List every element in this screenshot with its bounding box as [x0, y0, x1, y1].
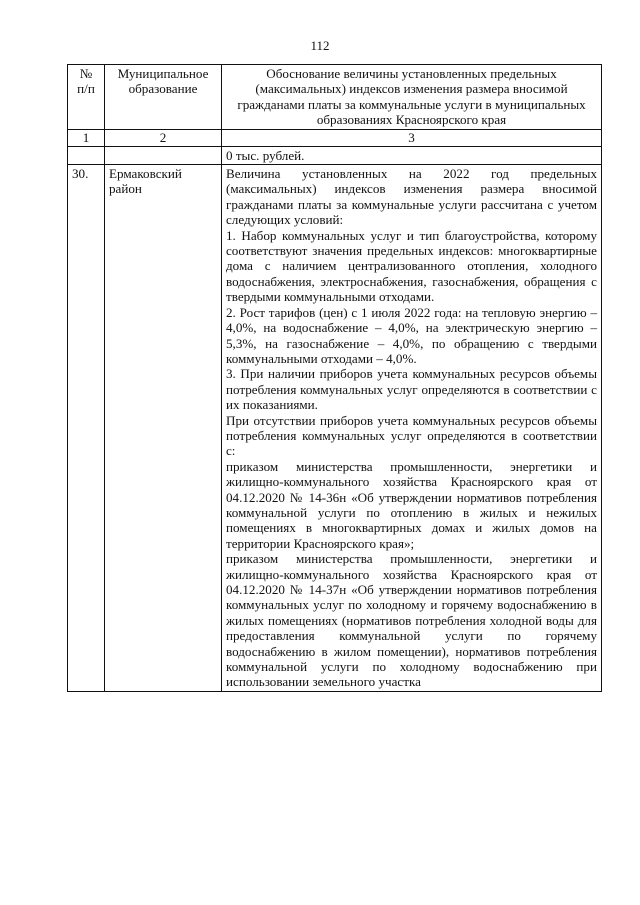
row-number: 30.	[68, 165, 105, 692]
header-justification: Обоснование величины установленных предельных (максимальных) индексов изменения размера вносимой гражданами платы за коммунальные услуги в муниципальных образованиях Красноярского края	[222, 65, 602, 130]
justification-paragraph: Величина установленных на 2022 год предельных (максимальных) индексов изменения размера вносимой гражданами платы за коммунальные услуги рассчитана с учетом следующих условий:	[226, 166, 597, 228]
header-municipality: Муниципальное образование	[105, 65, 222, 130]
justification-paragraph: приказом министерства промышленности, энергетики и жилищно-коммунального хозяйства Красноярского края от 04.12.2020 № 14-36н «Об утверждении нормативов потребления коммунальной услуги по отоплению в жилых и нежилых помещениях в многоквартирных домах и жилых домов на территории Красноярского края»;	[226, 458, 597, 551]
row-municipality: Ермаковский район	[105, 165, 222, 692]
page-number: 112	[310, 38, 330, 53]
column-index-row	[68, 129, 602, 146]
table-header-row	[68, 65, 602, 130]
carryover-number	[68, 146, 105, 164]
carryover-text: 0 тыс. рублей.	[222, 146, 602, 164]
header-number: № п/п	[68, 65, 105, 130]
justification-paragraph: 3. При наличии приборов учета коммунальных ресурсов объемы потребления коммунальных услуг определяются в соответствии с их показаниями.	[226, 366, 597, 413]
row-justification	[222, 165, 602, 692]
justification-paragraph: При отсутствии приборов учета коммунальных ресурсов объемы потребления коммунальных услуг определяются в соответствии с:	[226, 412, 597, 459]
column-index-3: 3	[222, 129, 602, 146]
justification-paragraph: приказом министерства промышленности, энергетики и жилищно-коммунального хозяйства Красноярского края от 04.12.2020 № 14-37н «Об утверждении нормативов потребления коммунальных услуг по холодному и горячему водоснабжению в жилых помещениях (нормативов потребления холодной воды для предоставления коммунальной услуги по горячему водоснабжению в жилом помещении), нормативов потребления коммунальной услуги по холодному водоснабжению при использовании земельного участка	[226, 551, 597, 690]
tariff-justification-table	[67, 64, 602, 692]
table-row	[68, 165, 602, 692]
carryover-municipality	[105, 146, 222, 164]
column-index-2: 2	[105, 129, 222, 146]
column-index-1: 1	[68, 129, 105, 146]
justification-paragraph: 1. Набор коммунальных услуг и тип благоустройства, которому соответствуют значения предельных индексов: многоквартирные дома с наличием централизованного отопления, холодного водоснабжения, электроснабжения, газоснабжения, обращения с твердыми коммунальными отходами.	[226, 227, 597, 305]
carryover-row	[68, 146, 602, 164]
justification-paragraph: 2. Рост тарифов (цен) с 1 июля 2022 года: на тепловую энергию – 4,0%, на водоснабжение – 4,0%, на электрическую энергию – 5,3%, на газоснабжение – 4,0%, по обращению с твердыми коммунальными отходами – 4,0%.	[226, 304, 597, 366]
